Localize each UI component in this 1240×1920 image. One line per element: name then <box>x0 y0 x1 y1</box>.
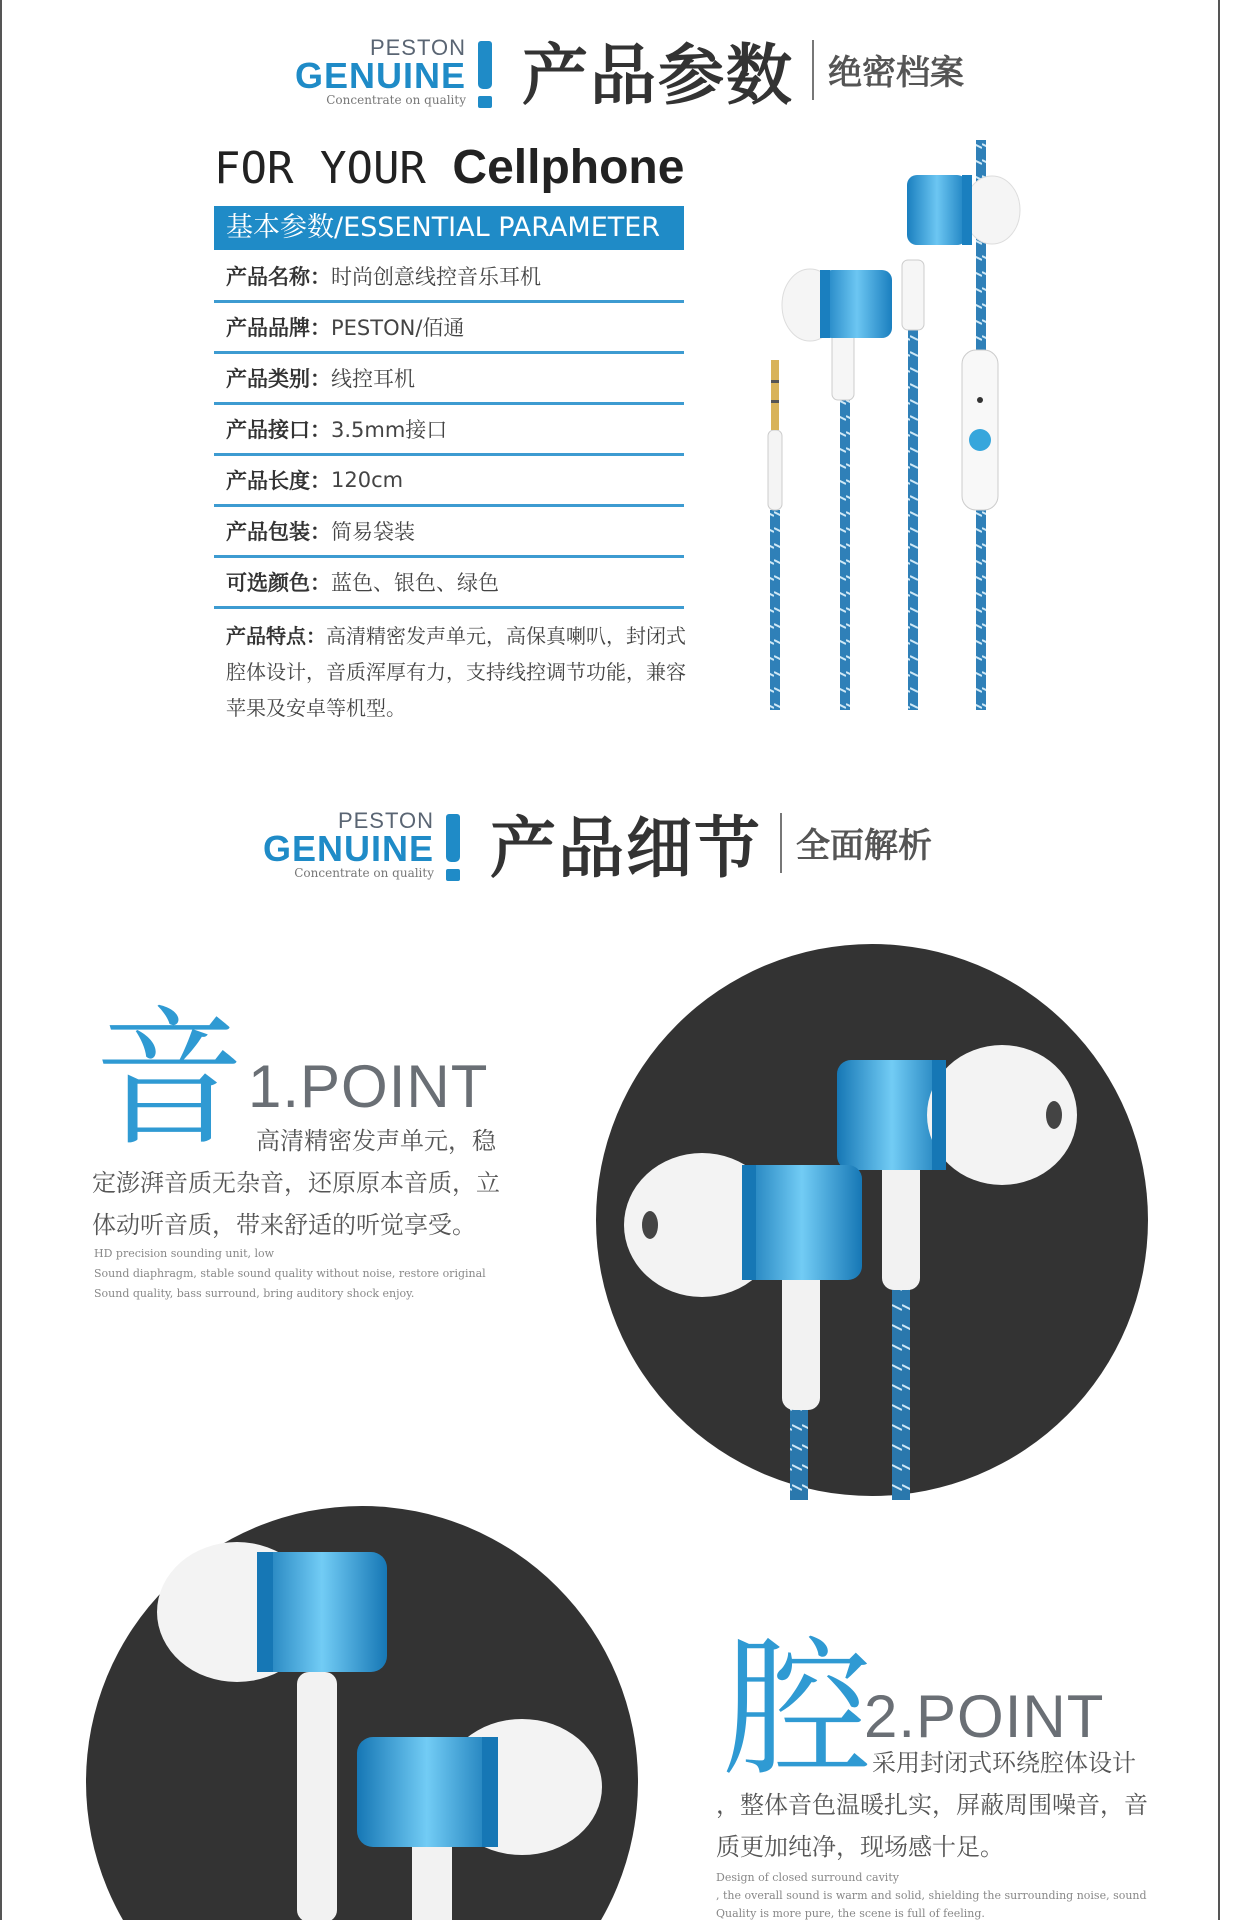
point1-en-line3: Sound quality, bass surround, bring auditory shock enjoy. <box>94 1287 415 1300</box>
section-title: 产品细节 <box>490 810 762 887</box>
brand-tagline: Concentrate on quality <box>326 92 466 107</box>
param-value: PESTON/佰通 <box>331 316 465 340</box>
point2-earbuds-image <box>82 1502 642 1920</box>
param-feature <box>214 618 694 726</box>
point1-label: 1.POINT <box>248 1053 489 1120</box>
param-key: 产品名称： <box>226 265 331 289</box>
params-banner: 基本参数/ESSENTIAL PARAMETER <box>214 206 684 250</box>
param-value: 高清精密发声单元，高保真喇叭，封闭式腔体设计，音质浑厚有力，支持线控调节功能，兼容苹果及安卓等机型。 <box>226 624 686 720</box>
param-row <box>214 405 684 456</box>
param-key: 产品长度： <box>226 469 331 493</box>
point2-line3: 质更加纯净，现场感十足。 <box>716 1833 1004 1861</box>
point1-en-line2: Sound diaphragm, stable sound quality without noise, restore original <box>94 1267 486 1280</box>
brand-genuine: GENUINE <box>294 54 466 96</box>
point2-en-line3: Quality is more pure, the scene is full of feeling. <box>716 1907 985 1920</box>
exclamation-icon <box>446 814 460 882</box>
params-list <box>214 252 684 609</box>
param-row <box>214 303 684 354</box>
param-row <box>214 507 684 558</box>
param-value: 线控耳机 <box>331 367 415 391</box>
point1-earbuds-image <box>592 940 1152 1500</box>
divider <box>812 40 814 100</box>
param-value: 120cm <box>331 468 404 492</box>
brand-logo <box>250 808 460 878</box>
param-key: 产品包装： <box>226 520 331 544</box>
param-row <box>214 456 684 507</box>
point2-label: 2.POINT <box>864 1683 1105 1750</box>
point1-line3: 体动听音质，带来舒适的听觉享受。 <box>92 1211 476 1239</box>
param-key: 产品接口： <box>226 418 331 442</box>
section-header-details <box>250 795 932 890</box>
brand-logo <box>282 35 492 105</box>
param-row <box>214 354 684 405</box>
param-value: 3.5mm接口 <box>331 418 448 442</box>
section-title: 产品参数 <box>522 37 794 114</box>
section-subtitle: 全面解析 <box>796 826 932 866</box>
point2-en-line2: , the overall sound is warm and solid, shielding the surrounding noise, sound <box>716 1889 1147 1902</box>
param-key: 产品品牌： <box>226 316 331 340</box>
param-key: 可选颜色： <box>226 571 331 595</box>
point1-line2: 定澎湃音质无杂音，还原原本音质，立 <box>92 1169 500 1197</box>
point2-line2: ，整体音色温暖扎实，屏蔽周围噪音，音 <box>716 1791 1148 1819</box>
point2-line1: 采用封闭式环绕腔体设计 <box>872 1749 1136 1777</box>
param-row <box>214 558 684 609</box>
section-subtitle: 绝密档案 <box>828 53 964 93</box>
param-value: 时尚创意线控音乐耳机 <box>331 265 541 289</box>
divider <box>780 813 782 873</box>
param-value: 蓝色、银色、绿色 <box>331 571 499 595</box>
brand-peston: PESTON <box>337 807 434 833</box>
brand-tagline: Concentrate on quality <box>294 865 434 880</box>
section-header-parameters <box>282 22 964 117</box>
point2-character: 腔 <box>722 1623 873 1797</box>
params-heading-prefix: FOR YOUR <box>214 143 426 194</box>
earphones-product-image <box>742 140 1042 710</box>
point1-line1: 高清精密发声单元，稳 <box>256 1127 496 1155</box>
param-key: 产品特点： <box>226 624 326 648</box>
brand-genuine: GENUINE <box>262 827 434 869</box>
params-heading-main: Cellphone <box>452 141 685 194</box>
brand-peston: PESTON <box>369 34 466 60</box>
point1-en-line1: HD precision sounding unit, low <box>94 1247 275 1260</box>
point1-character: 音 <box>94 993 245 1167</box>
exclamation-icon <box>478 41 492 109</box>
param-row <box>214 252 684 303</box>
param-key: 产品类别： <box>226 367 331 391</box>
param-value: 简易袋装 <box>331 520 415 544</box>
params-heading <box>214 140 684 195</box>
point2-en-line1: Design of closed surround cavity <box>716 1871 899 1884</box>
